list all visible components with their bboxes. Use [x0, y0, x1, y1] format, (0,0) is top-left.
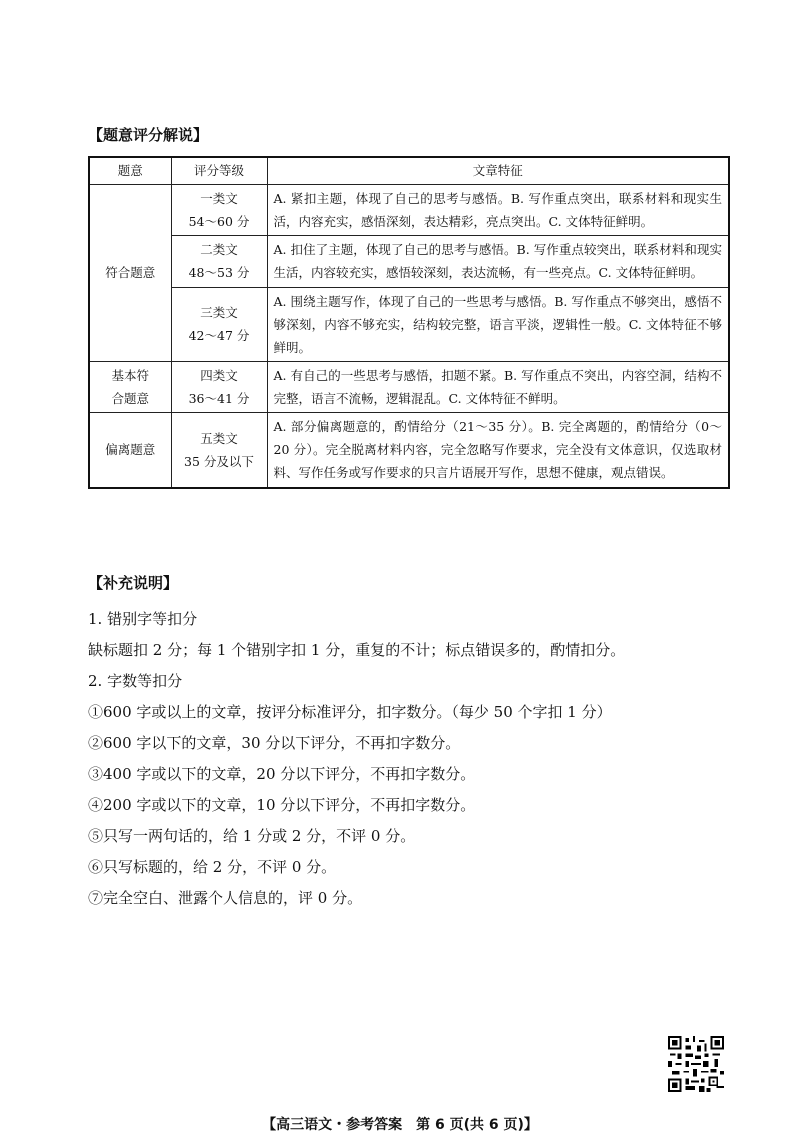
grade-cell [171, 185, 267, 236]
grade-cell [171, 236, 267, 287]
header-features: 文章特征 [267, 157, 729, 185]
grade-level: 一类文 [200, 191, 238, 206]
table-row [89, 185, 729, 236]
list-item: ⑦完全空白、泄露个人信息的，评 0 分。 [88, 889, 363, 907]
table-row [89, 361, 729, 412]
scoring-rubric-table [88, 156, 730, 489]
category-basically-on-topic [89, 361, 171, 412]
page-footer: 【高三语文・参考答案 第 6 页(共 6 页)】 [262, 1117, 538, 1133]
section-title-supplement: 【补充说明】 [88, 574, 179, 592]
grade-level: 二类文 [200, 242, 238, 258]
item2-heading: 2. 字数等扣分 [88, 672, 183, 690]
grade-score: 48～53 分 [188, 265, 250, 281]
grade-level: 五类文 [200, 430, 238, 446]
feature-text: A. 有自己的一些思考与感悟，扣题不紧。B. 写作重点不突出，内容空洞，结构不完整，语言不流畅，逻辑混乱。C. 文体特征不鲜明。 [267, 361, 729, 412]
grade-score: 35 分及以下 [184, 453, 254, 469]
header-topic: 题意 [89, 157, 171, 185]
list-item: ①600 字或以上的文章，按评分标准评分，扣字数分。（每少 50 个字扣 1 分） [88, 703, 612, 721]
list-item: ⑤只写一两句话的，给 1 分或 2 分，不评 0 分。 [88, 827, 416, 845]
feature-text: A. 围绕主题写作，体现了自己的一些思考与感悟。B. 写作重点不够突出，感悟不够深刻，内容不够充实，结构较完整，语言平淡，逻辑性一般。C. 文体特征不够鲜明。 [267, 287, 729, 361]
grade-cell [171, 413, 267, 488]
category-off-topic: 偏离题意 [89, 413, 171, 488]
table-row [89, 236, 729, 287]
section-title-scoring: 【题意评分解说】 [88, 126, 209, 144]
grade-level: 四类文 [200, 367, 238, 383]
grade-cell [171, 361, 267, 412]
table-header-row [89, 157, 729, 185]
list-item: ④200 字或以下的文章，10 分以下评分，不再扣字数分。 [88, 796, 476, 814]
header-grade: 评分等级 [171, 157, 267, 185]
feature-text: A. 部分偏离题意的，酌情给分（21～35 分）。B. 完全离题的，酌情给分（0～20 分）。完全脱离材料内容，完全忽略写作要求，完全没有文体意识，仅选取材料、写作任务或写作要求的只言片语展开写作，思想不健康，观点错误。 [267, 413, 729, 488]
list-item: ②600 字以下的文章，30 分以下评分，不再扣字数分。 [88, 734, 461, 752]
list-item: ⑥只写标题的，给 2 分，不评 0 分。 [88, 858, 337, 876]
table-row [89, 413, 729, 488]
category-line: 合题意 [111, 391, 149, 406]
item1-heading: 1. 错别字等扣分 [88, 610, 198, 628]
item1-text: 缺标题扣 2 分；每 1 个错别字扣 1 分，重复的不计；标点错误多的，酌情扣分。 [88, 641, 626, 659]
qr-code-icon [668, 1036, 724, 1092]
grade-score: 54～60 分 [188, 214, 250, 230]
category-line: 基本符 [111, 367, 149, 383]
supplement-body [88, 604, 748, 914]
grade-score: 36～41 分 [188, 391, 250, 406]
grade-score: 42～47 分 [188, 328, 250, 344]
feature-text: A. 扣住了主题，体现了自己的思考与感悟。B. 写作重点较突出，联系材料和现实生活，内容较充实，感悟较深刻，表达流畅，有一些亮点。C. 文体特征鲜明。 [267, 236, 729, 287]
list-item: ③400 字或以下的文章，20 分以下评分，不再扣字数分。 [88, 765, 476, 783]
feature-text: A. 紧扣主题，体现了自己的思考与感悟。B. 写作重点突出，联系材料和现实生活，内容充实，感悟深刻，表达精彩，亮点突出。C. 文体特征鲜明。 [267, 185, 729, 236]
table-row [89, 287, 729, 361]
grade-level: 三类文 [200, 305, 238, 321]
category-on-topic: 符合题意 [89, 185, 171, 362]
grade-cell [171, 287, 267, 361]
